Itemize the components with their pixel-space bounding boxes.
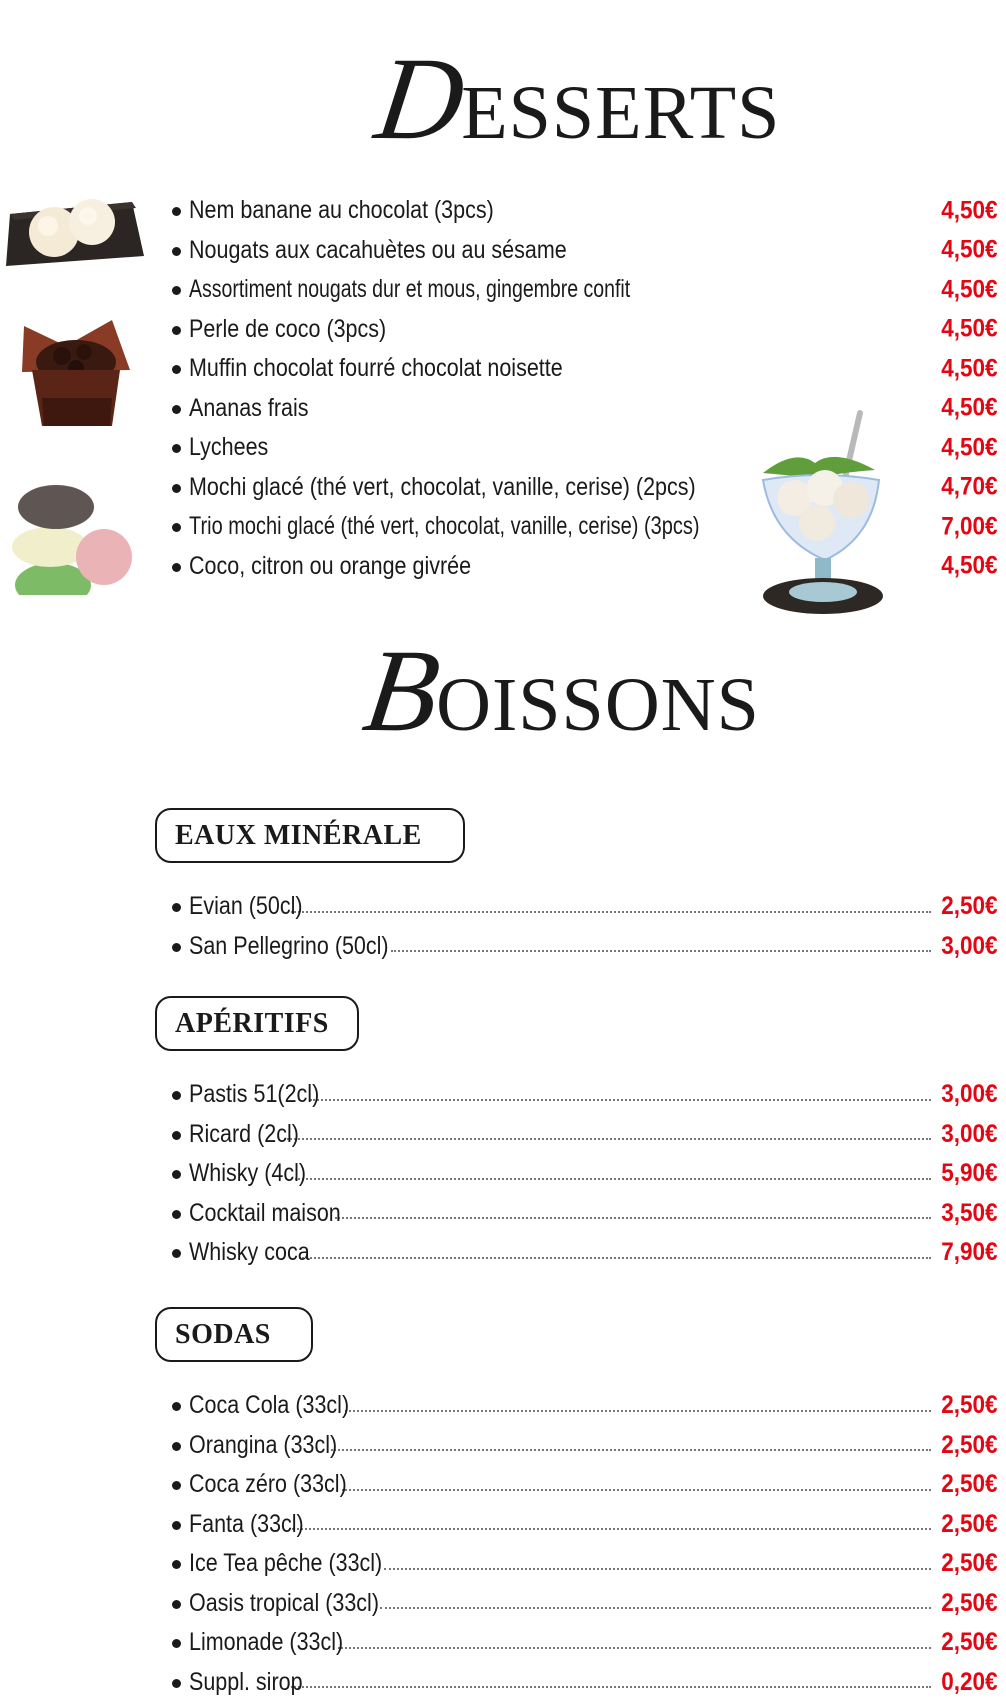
dot-leader: [338, 1647, 931, 1649]
bullet: [172, 1639, 181, 1648]
dessert-name: Trio mochi glacé (thé vert, chocolat, vanille, cerise) (3pcs): [189, 512, 700, 541]
dessert-item: [172, 547, 998, 587]
bullet: [172, 444, 181, 453]
drink-price: 3,00€: [941, 1119, 998, 1148]
aperitifs-list: [172, 1075, 998, 1273]
drink-item: [172, 887, 998, 927]
dessert-item: [172, 310, 998, 350]
dessert-item: [172, 270, 998, 310]
drink-price: 2,50€: [941, 1628, 998, 1657]
dessert-price: 4,50€: [941, 235, 998, 264]
bullet: [172, 1560, 181, 1569]
dessert-name: Nem banane au chocolat (3pcs): [189, 196, 494, 225]
desserts-title-rest: ESSERTS: [461, 71, 781, 155]
dessert-price: 4,70€: [941, 472, 998, 501]
drink-price: 0,20€: [941, 1667, 998, 1696]
bullet: [172, 484, 181, 493]
drink-name: Suppl. sirop: [189, 1667, 303, 1696]
drink-name: Coca zéro (33cl): [189, 1470, 347, 1499]
drink-item: [172, 1115, 998, 1155]
bullet: [172, 1679, 181, 1688]
bullet: [172, 563, 181, 572]
drink-item: [172, 1426, 998, 1466]
drink-name: Cocktail maison: [189, 1198, 341, 1227]
dessert-name: Ananas frais: [189, 393, 309, 422]
drink-item: [172, 927, 998, 967]
drink-name: Oasis tropical (33cl): [189, 1588, 379, 1617]
bullet: [172, 943, 181, 952]
drink-price: 5,90€: [941, 1159, 998, 1188]
bullet: [172, 1249, 181, 1258]
dot-leader: [345, 1410, 931, 1412]
bullet: [172, 1402, 181, 1411]
bullet: [172, 207, 181, 216]
drink-name: Ice Tea pêche (33cl): [189, 1549, 383, 1578]
dot-leader: [310, 1099, 931, 1101]
boissons-title-initial: B: [356, 625, 446, 756]
bullet: [172, 1442, 181, 1451]
boissons-title-rest: OISSONS: [436, 663, 760, 747]
bullet: [172, 1600, 181, 1609]
dessert-price: 7,00€: [941, 512, 998, 541]
eaux-minerale-list: [172, 887, 998, 966]
dessert-price: 4,50€: [941, 551, 998, 580]
dot-leader: [292, 1528, 931, 1530]
drink-price: 7,90€: [941, 1238, 998, 1267]
dot-leader: [391, 950, 931, 952]
coconut-pearls-photo: [4, 194, 146, 270]
dessert-price: 4,50€: [941, 196, 998, 225]
dot-leader: [287, 1138, 932, 1140]
drink-name: Evian (50cl): [189, 892, 303, 921]
dessert-item: [172, 231, 998, 271]
dessert-price: 4,50€: [941, 275, 998, 304]
dot-leader: [331, 1449, 931, 1451]
drink-price: 2,50€: [941, 1549, 998, 1578]
bullet: [172, 405, 181, 414]
mochi-photo: [8, 475, 133, 595]
drink-item: [172, 1233, 998, 1273]
dessert-name: Assortiment nougats dur et mous, gingembre confit: [189, 275, 631, 304]
drink-name: Orangina (33cl): [189, 1430, 338, 1459]
dot-leader: [384, 1568, 932, 1570]
drink-price: 3,50€: [941, 1198, 998, 1227]
dessert-list: [172, 191, 998, 586]
drink-item: [172, 1465, 998, 1505]
dot-leader: [291, 1686, 931, 1688]
bullet: [172, 247, 181, 256]
dessert-name: Lychees: [189, 433, 269, 462]
bullet: [172, 1131, 181, 1140]
bullet: [172, 1091, 181, 1100]
dessert-item: [172, 191, 998, 231]
bullet: [172, 523, 181, 532]
dessert-name: Coco, citron ou orange givrée: [189, 551, 472, 580]
category-sodas: SODAS: [155, 1307, 313, 1362]
dessert-price: 4,50€: [941, 314, 998, 343]
drink-name: Limonade (33cl): [189, 1628, 344, 1657]
bullet: [172, 326, 181, 335]
drink-name: Whisky coca: [189, 1238, 310, 1267]
desserts-title-initial: D: [368, 33, 471, 164]
dessert-item: [172, 389, 998, 429]
dot-leader: [342, 1489, 931, 1491]
chocolate-muffin-photo: [20, 318, 132, 428]
dessert-name: Perle de coco (3pcs): [189, 314, 387, 343]
drink-price: 2,50€: [941, 1588, 998, 1617]
drink-price: 2,50€: [941, 1470, 998, 1499]
drink-price: 2,50€: [941, 892, 998, 921]
drink-item: [172, 1386, 998, 1426]
dessert-name: Nougats aux cacahuètes ou au sésame: [189, 235, 567, 264]
bullet: [172, 1521, 181, 1530]
drink-name: San Pellegrino (50cl): [189, 931, 389, 960]
drink-item: [172, 1623, 998, 1663]
dessert-item: [172, 507, 998, 547]
dessert-price: 4,50€: [941, 393, 998, 422]
drink-name: Whisky (4cl): [189, 1159, 307, 1188]
drink-name: Ricard (2cl): [189, 1119, 299, 1148]
bullet: [172, 365, 181, 374]
boissons-title: [356, 625, 760, 756]
dot-leader: [299, 1257, 931, 1259]
category-eaux-minerale: EAUX MINÉRALE: [155, 808, 465, 863]
category-aperitifs: APÉRITIFS: [155, 996, 359, 1051]
dessert-name: Mochi glacé (thé vert, chocolat, vanille, cerise) (2pcs): [189, 472, 696, 501]
bullet: [172, 286, 181, 295]
drink-item: [172, 1584, 998, 1624]
drink-item: [172, 1075, 998, 1115]
dot-leader: [380, 1607, 932, 1609]
dessert-item: [172, 468, 998, 508]
drink-price: 2,50€: [941, 1430, 998, 1459]
dot-leader: [291, 911, 931, 913]
dot-leader: [295, 1178, 931, 1180]
dessert-name: Muffin chocolat fourré chocolat noisette: [189, 354, 563, 383]
dot-leader: [335, 1217, 931, 1219]
bullet: [172, 1170, 181, 1179]
drink-name: Coca Cola (33cl): [189, 1391, 350, 1420]
bullet: [172, 903, 181, 912]
dessert-price: 4,50€: [941, 433, 998, 462]
drink-item: [172, 1544, 998, 1584]
dessert-item: [172, 349, 998, 389]
dessert-price: 4,50€: [941, 354, 998, 383]
drink-name: Fanta (33cl): [189, 1509, 304, 1538]
drink-item: [172, 1154, 998, 1194]
bullet: [172, 1481, 181, 1490]
dessert-item: [172, 428, 998, 468]
drink-price: 3,00€: [941, 931, 998, 960]
bullet: [172, 1210, 181, 1219]
drink-item: [172, 1194, 998, 1234]
drink-price: 3,00€: [941, 1080, 998, 1109]
sodas-list: [172, 1386, 998, 1702]
drink-item: [172, 1505, 998, 1545]
drink-item: [172, 1663, 998, 1703]
drink-price: 2,50€: [941, 1509, 998, 1538]
desserts-title: [368, 33, 781, 164]
drink-price: 2,50€: [941, 1391, 998, 1420]
drink-name: Pastis 51(2cl): [189, 1080, 320, 1109]
